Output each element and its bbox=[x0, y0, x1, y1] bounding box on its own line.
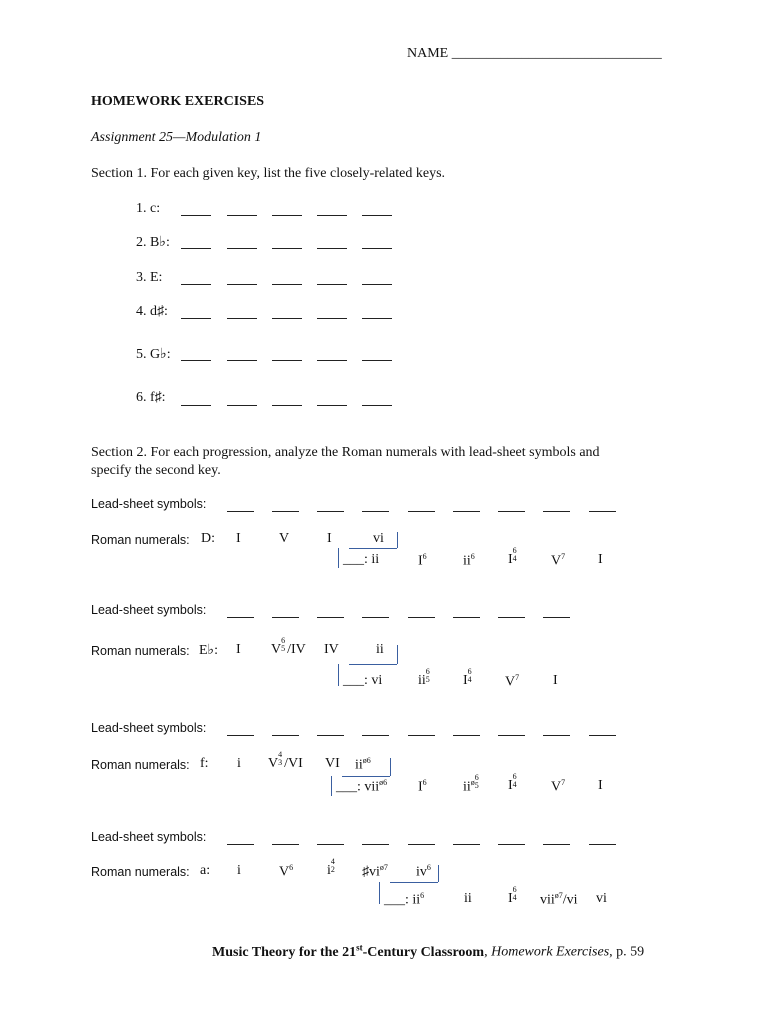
pivot-bracket-top bbox=[349, 548, 397, 549]
answer-blank[interactable] bbox=[408, 616, 435, 618]
answer-blank[interactable] bbox=[362, 843, 389, 845]
key-label-5: 5. G♭: bbox=[136, 347, 171, 362]
roman-numeral: $I^6$ bbox=[418, 778, 427, 795]
pivot-bracket-right bbox=[397, 645, 398, 664]
second-key-blank[interactable]: ___: vii$^{ø6}$ bbox=[336, 778, 388, 795]
answer-blank[interactable] bbox=[181, 317, 211, 319]
roman-numerals-label: Roman numerals: bbox=[91, 865, 190, 879]
answer-blank[interactable] bbox=[543, 843, 570, 845]
roman-numeral: $♯vi^{ø7}$ bbox=[362, 863, 388, 880]
answer-blank[interactable] bbox=[317, 283, 347, 285]
answer-blank[interactable] bbox=[498, 734, 525, 736]
answer-blank[interactable] bbox=[181, 404, 211, 406]
answer-blank[interactable] bbox=[272, 843, 299, 845]
answer-blank[interactable] bbox=[362, 283, 392, 285]
roman-numeral: I 6 4 bbox=[463, 666, 472, 688]
answer-blank[interactable] bbox=[227, 843, 254, 845]
answer-blank[interactable] bbox=[272, 510, 299, 512]
key-label-3: 3. E: bbox=[136, 270, 163, 285]
key-label-6: 6. f♯: bbox=[136, 390, 166, 405]
roman-numeral: i bbox=[237, 863, 241, 878]
roman-numeral: I 6 4 bbox=[508, 771, 517, 793]
answer-blank[interactable] bbox=[589, 843, 616, 845]
roman-numeral: V 4 3 /VI bbox=[268, 749, 303, 771]
answer-blank[interactable] bbox=[181, 214, 211, 216]
pivot-bracket-left bbox=[338, 548, 339, 568]
answer-blank[interactable] bbox=[408, 843, 435, 845]
pivot-bracket-left bbox=[338, 664, 339, 686]
answer-blank[interactable] bbox=[317, 734, 344, 736]
pivot-bracket-left bbox=[331, 776, 332, 796]
roman-numeral: I 6 4 bbox=[508, 884, 517, 906]
roman-numeral: V bbox=[279, 531, 290, 546]
answer-blank[interactable] bbox=[181, 283, 211, 285]
progression-key: E♭: bbox=[199, 643, 219, 658]
answer-blank[interactable] bbox=[272, 317, 302, 319]
lead-sheet-label: Lead-sheet symbols: bbox=[91, 830, 207, 844]
roman-numeral: I bbox=[236, 642, 241, 657]
roman-numeral: V 6 5 /IV bbox=[271, 635, 306, 657]
key-label-1: 1. c: bbox=[136, 201, 161, 216]
second-key-blank[interactable]: ___: $ii^6$ bbox=[384, 891, 425, 908]
answer-blank[interactable] bbox=[317, 510, 344, 512]
answer-blank[interactable] bbox=[317, 317, 347, 319]
roman-numerals-label: Roman numerals: bbox=[91, 758, 190, 772]
roman-numeral: ii 6 5 bbox=[418, 666, 430, 688]
roman-numeral: $ii^{ø6}$ bbox=[355, 756, 371, 773]
answer-blank[interactable] bbox=[453, 616, 480, 618]
page-footer: Music Theory for the 21st-Century Classroom, Homework Exercises, p. 59 bbox=[212, 942, 645, 960]
key-label-2: 2. B♭: bbox=[136, 235, 170, 250]
roman-numeral: vii$^{ø7}$/vi bbox=[540, 891, 578, 908]
roman-numeral: I bbox=[598, 778, 603, 793]
roman-numeral: $ii^ø$ 6 5 bbox=[463, 773, 479, 795]
roman-numeral: i bbox=[237, 756, 241, 771]
roman-numeral: ii bbox=[464, 891, 472, 906]
answer-blank[interactable] bbox=[589, 734, 616, 736]
roman-numeral: IV bbox=[324, 642, 339, 657]
answer-blank[interactable] bbox=[227, 283, 257, 285]
answer-blank[interactable] bbox=[317, 616, 344, 618]
section1-instruction: Section 1. For each given key, list the five closely-related keys. bbox=[91, 166, 446, 181]
roman-numeral: I bbox=[598, 552, 603, 567]
pivot-bracket-right bbox=[438, 865, 439, 882]
answer-blank[interactable] bbox=[453, 510, 480, 512]
second-key-blank[interactable]: ___: vi bbox=[343, 673, 383, 688]
roman-numeral: I bbox=[553, 673, 558, 688]
answer-blank[interactable] bbox=[317, 247, 347, 249]
pivot-bracket-top bbox=[390, 882, 438, 883]
roman-numeral: $V^7$ bbox=[551, 552, 566, 569]
roman-numeral: VI bbox=[325, 756, 340, 771]
answer-blank[interactable] bbox=[362, 616, 389, 618]
answer-blank[interactable] bbox=[543, 734, 570, 736]
answer-blank[interactable] bbox=[272, 616, 299, 618]
answer-blank[interactable] bbox=[362, 734, 389, 736]
pivot-bracket-top bbox=[342, 776, 390, 777]
answer-blank[interactable] bbox=[543, 510, 570, 512]
answer-blank[interactable] bbox=[272, 247, 302, 249]
answer-blank[interactable] bbox=[181, 247, 211, 249]
answer-blank[interactable] bbox=[227, 616, 254, 618]
answer-blank[interactable] bbox=[362, 214, 392, 216]
pivot-bracket-right bbox=[397, 532, 398, 548]
roman-numeral: i 4 2 bbox=[327, 856, 335, 878]
answer-blank[interactable] bbox=[317, 404, 347, 406]
section2-instruction-line1: Section 2. For each progression, analyze the Roman numerals with lead-sheet symbols and bbox=[91, 445, 600, 460]
answer-blank[interactable] bbox=[362, 404, 392, 406]
roman-numerals-label: Roman numerals: bbox=[91, 644, 190, 658]
answer-blank[interactable] bbox=[543, 616, 570, 618]
roman-numeral: I 6 4 bbox=[508, 545, 517, 567]
key-label-4: 4. d♯: bbox=[136, 304, 168, 319]
answer-blank[interactable] bbox=[272, 734, 299, 736]
roman-numeral: I bbox=[236, 531, 241, 546]
roman-numeral: $ii^6$ bbox=[463, 552, 475, 569]
roman-numeral: vi bbox=[596, 891, 607, 906]
progression-key: D: bbox=[201, 531, 215, 546]
answer-blank[interactable] bbox=[317, 214, 347, 216]
answer-blank[interactable] bbox=[362, 510, 389, 512]
answer-blank[interactable] bbox=[408, 734, 435, 736]
answer-blank[interactable] bbox=[272, 359, 302, 361]
answer-blank[interactable] bbox=[498, 616, 525, 618]
lead-sheet-label: Lead-sheet symbols: bbox=[91, 497, 207, 511]
section2-instruction-line2: specify the second key. bbox=[91, 463, 221, 478]
roman-numeral: vi bbox=[373, 531, 384, 546]
roman-numeral: $iv^6$ bbox=[416, 863, 431, 880]
answer-blank[interactable] bbox=[408, 510, 435, 512]
answer-blank[interactable] bbox=[362, 359, 392, 361]
pivot-bracket-right bbox=[390, 758, 391, 776]
answer-blank[interactable] bbox=[453, 734, 480, 736]
lead-sheet-label: Lead-sheet symbols: bbox=[91, 603, 207, 617]
answer-blank[interactable] bbox=[227, 404, 257, 406]
roman-numeral: ii bbox=[376, 642, 384, 657]
assignment-subtitle: Assignment 25—Modulation 1 bbox=[91, 130, 262, 145]
answer-blank[interactable] bbox=[317, 359, 347, 361]
pivot-bracket-left bbox=[379, 882, 380, 904]
answer-blank[interactable] bbox=[227, 510, 254, 512]
roman-numerals-label: Roman numerals: bbox=[91, 533, 190, 547]
answer-blank[interactable] bbox=[589, 510, 616, 512]
answer-blank[interactable] bbox=[317, 843, 344, 845]
progression-key: a: bbox=[200, 863, 211, 878]
answer-blank[interactable] bbox=[362, 317, 392, 319]
answer-blank[interactable] bbox=[227, 359, 257, 361]
answer-blank[interactable] bbox=[362, 247, 392, 249]
roman-numeral: $I^6$ bbox=[418, 552, 427, 569]
answer-blank[interactable] bbox=[227, 214, 257, 216]
answer-blank[interactable] bbox=[227, 734, 254, 736]
roman-numeral: $V^6$ bbox=[279, 863, 294, 880]
roman-numeral: $V^7$ bbox=[551, 778, 566, 795]
pivot-bracket-top bbox=[349, 664, 397, 665]
lead-sheet-label: Lead-sheet symbols: bbox=[91, 721, 207, 735]
progression-key: f: bbox=[200, 756, 209, 771]
answer-blank[interactable] bbox=[181, 359, 211, 361]
answer-blank[interactable] bbox=[272, 283, 302, 285]
answer-blank[interactable] bbox=[498, 510, 525, 512]
answer-blank[interactable] bbox=[498, 843, 525, 845]
roman-numeral: I bbox=[327, 531, 332, 546]
answer-blank[interactable] bbox=[227, 247, 257, 249]
roman-numeral: $V^7$ bbox=[505, 673, 520, 690]
answer-blank[interactable] bbox=[272, 404, 302, 406]
second-key-blank[interactable]: ___: ii bbox=[343, 552, 380, 567]
name-field-label: NAME ______________________________ bbox=[407, 46, 662, 61]
answer-blank[interactable] bbox=[453, 843, 480, 845]
page-title: HOMEWORK EXERCISES bbox=[91, 94, 265, 109]
answer-blank[interactable] bbox=[272, 214, 302, 216]
answer-blank[interactable] bbox=[227, 317, 257, 319]
